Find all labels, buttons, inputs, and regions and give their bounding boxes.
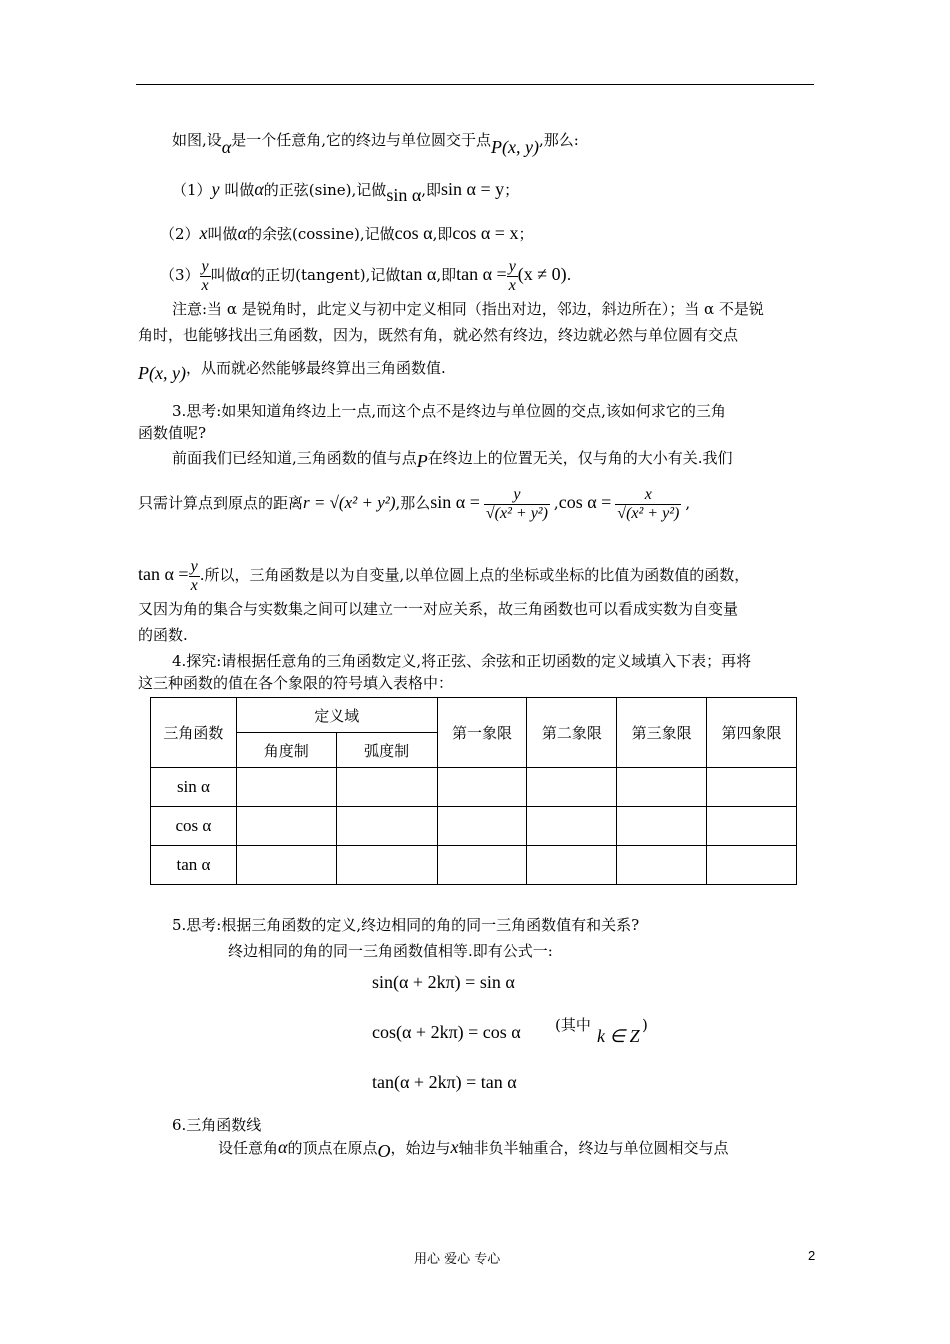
s3-tan-lhs: tan α = <box>138 564 189 584</box>
cell-cos-q3[interactable] <box>617 807 707 846</box>
cell-tan-q3[interactable] <box>617 846 707 885</box>
s3-sin-lhs: sin α = <box>430 492 480 512</box>
intro-text-b: 是一个任意角,它的终边与单位圆交于点 <box>231 131 492 149</box>
note-line3 <box>138 356 446 383</box>
def-tan-symbol: tan α <box>400 264 437 284</box>
intro-line <box>172 128 579 157</box>
s3-cos-lhs: cos α = <box>558 492 612 512</box>
def-tan-den: x <box>201 276 209 294</box>
s3-answer-line3 <box>138 552 749 597</box>
s3-cos-num: x <box>615 486 681 505</box>
s3-end-comma: , <box>685 494 691 512</box>
point-p: P(x, y) <box>491 137 539 157</box>
th-radian: 弧度制 <box>336 733 437 768</box>
cell-tan-q1[interactable] <box>437 846 527 885</box>
s3-point-p: P <box>416 451 428 471</box>
def-tan-formula-den: x <box>508 276 516 294</box>
intro-text-c: ,那么: <box>538 131 579 149</box>
cell-sin-radian[interactable] <box>336 768 437 807</box>
cell-cos-q4[interactable] <box>707 807 797 846</box>
def-cos-var: x <box>199 223 208 243</box>
s3-answer-text-a: 前面我们已经知道,三角函数的值与点 <box>172 449 417 467</box>
s3-answer-line1 <box>172 446 733 469</box>
def-cos-text-b: 的余弦(cossine),记做 <box>247 225 395 243</box>
header-rule <box>136 84 814 85</box>
note-point: P(x, y) <box>138 363 186 383</box>
row-sin: sin α <box>151 768 237 807</box>
s3-answer-text-c: 只需计算点到原点的距离 <box>138 494 304 512</box>
th-degree: 角度制 <box>236 733 336 768</box>
def-sine-end: ； <box>504 181 520 199</box>
s3-cos-fraction <box>615 486 681 523</box>
def-tan-formula-cond: (x ≠ 0) <box>517 264 567 284</box>
formula-1-tan: tan(α + 2kπ) = tan α <box>372 1072 517 1092</box>
s5-question: 5.思考:根据三角函数的定义,终边相同的角的同一三角函数值有和关系? <box>172 916 640 934</box>
cell-sin-q2[interactable] <box>527 768 617 807</box>
def-sine-text-a: 叫做 <box>224 181 255 199</box>
def-tan <box>160 256 571 295</box>
th-q3: 第三象限 <box>617 698 707 768</box>
s3-question-line2: 函数值呢? <box>138 424 207 442</box>
cell-sin-degree[interactable] <box>236 768 336 807</box>
s3-tan-den: x <box>190 576 198 594</box>
s3-answer-text-d: ,那么 <box>395 494 431 512</box>
def-tan-formula-fraction <box>507 258 518 295</box>
s3-tan-num: y <box>190 557 198 575</box>
th-q1: 第一象限 <box>437 698 527 768</box>
cell-sin-q4[interactable] <box>707 768 797 807</box>
trig-sign-table <box>150 697 797 885</box>
def-tan-text-c: ,即 <box>436 266 457 284</box>
cell-sin-q3[interactable] <box>617 768 707 807</box>
def-tan-prefix: （3） <box>160 266 200 284</box>
def-cos-text-a: 叫做 <box>207 225 238 243</box>
def-cos-alpha: α <box>237 223 248 243</box>
th-q2: 第二象限 <box>527 698 617 768</box>
cell-tan-q4[interactable] <box>707 846 797 885</box>
def-tan-text-a: 叫做 <box>210 266 241 284</box>
alpha-symbol: α <box>221 137 232 157</box>
def-cos-symbol: cos α <box>394 223 433 243</box>
s6-x: x <box>450 1137 459 1157</box>
s3-tan-fraction <box>189 558 200 595</box>
s6-alpha: α <box>278 1137 288 1157</box>
def-sine-prefix: （1） <box>172 181 212 199</box>
def-tan-text-b: 的正切(tangent),记做 <box>250 266 401 284</box>
def-cos-end: ； <box>518 225 534 243</box>
s6-text-a: 设任意角 <box>218 1139 279 1157</box>
def-tan-num: y <box>201 257 209 275</box>
s4-line1: 4.探究:请根据任意角的三角函数定义,将正弦、余弦和正切函数的定义域填入下表；再将 <box>172 652 752 670</box>
cell-cos-radian[interactable] <box>336 807 437 846</box>
def-cos-formula: cos α = x <box>452 223 519 243</box>
formula-1-cos: cos(α + 2kπ) = cos α <box>372 1022 521 1042</box>
s3-r-formula: r = √(x² + y²) <box>303 493 396 512</box>
formula-1-sin: sin(α + 2kπ) = sin α <box>372 972 515 992</box>
note-line3-text: ，从而就必然能够最终算出三角函数值. <box>185 359 446 377</box>
s3-answer-line5: 的函数. <box>138 626 188 644</box>
s3-question-line1: 3.思考:如果知道角终边上一点,而这个点不是终边与单位圆的交点,该如何求它的三角 <box>172 402 726 420</box>
s3-answer-text-b: 在终边上的位置无关，仅与角的大小有关.我们 <box>427 449 733 467</box>
def-tan-formula-num: y <box>508 257 516 275</box>
cell-tan-radian[interactable] <box>336 846 437 885</box>
footer-motto: 用心 爱心 专心 <box>414 1252 501 1267</box>
row-cos: cos α <box>151 807 237 846</box>
note-line2: 角时，也能够找出三角函数，因为，既然有角，就必然有终边，终边就必然与单位圆有交点 <box>138 326 739 344</box>
def-sine-alpha: α <box>254 179 264 199</box>
def-sine-symbol: sin α <box>386 185 422 205</box>
s6-text-d: 轴非负半轴重合，终边与单位圆相交与点 <box>458 1139 729 1157</box>
s3-cos-den: √(x² + y²) <box>617 504 680 522</box>
def-tan-alpha: α <box>240 264 251 284</box>
def-tan-fraction <box>200 258 211 295</box>
s3-answer-line4: 又因为角的集合与实数集之间可以建立一一对应关系，故三角函数也可以看成实数为自变量 <box>138 600 739 618</box>
def-sine-text-b: 的正弦(sine),记做 <box>263 181 387 199</box>
cell-sin-q1[interactable] <box>437 768 527 807</box>
def-cos-prefix: （2） <box>160 225 200 243</box>
formula-cond-k: k ∈ Z <box>597 1026 640 1046</box>
formula-cond-open: (其中 <box>555 1016 591 1034</box>
def-sine-var: y <box>211 179 220 199</box>
intro-text-a: 如图,设 <box>172 131 222 149</box>
s3-answer-text-e: .所以，三角函数是以为自变量,以单位圆上点的坐标或坐标的比值为函数值的函数， <box>199 566 750 584</box>
def-sine-text-c: ,即 <box>421 181 442 199</box>
th-function: 三角函数 <box>151 698 237 768</box>
s3-answer-line2 <box>138 480 690 525</box>
s4-line2: 这三种函数的值在各个象限的符号填入表格中： <box>138 674 454 692</box>
def-tan-end: . <box>566 266 572 284</box>
def-tan-formula-lhs: tan α = <box>456 264 507 284</box>
s6-text-c: ，始边与 <box>390 1139 451 1157</box>
s3-sin-den: √(x² + y²) <box>485 504 548 522</box>
cell-cos-q2[interactable] <box>527 807 617 846</box>
note-line1: 注意:当 α 是锐角时，此定义与初中定义相同（指出对边，邻边，斜边所在）；当 α 不是锐 <box>172 300 764 318</box>
def-cos-text-c: ,即 <box>432 225 453 243</box>
s3-sep: , <box>553 494 559 512</box>
def-sine-formula: sin α = y <box>441 179 505 199</box>
s3-sin-fraction <box>484 486 550 523</box>
s3-sin-num: y <box>484 486 550 505</box>
s5-answer: 终边相同的角的同一三角函数值相等.即有公式一: <box>228 942 553 960</box>
def-sine <box>172 178 520 205</box>
def-cos <box>160 222 533 245</box>
page-number: 2 <box>808 1248 816 1263</box>
th-q4: 第四象限 <box>707 698 797 768</box>
cell-cos-degree[interactable] <box>236 807 336 846</box>
cell-tan-q2[interactable] <box>527 846 617 885</box>
s6-origin: O <box>377 1141 391 1161</box>
cell-cos-q1[interactable] <box>437 807 527 846</box>
formula-cond-close: ) <box>642 1016 648 1034</box>
th-domain: 定义域 <box>236 698 437 733</box>
s6-text-b: 的顶点在原点 <box>287 1139 378 1157</box>
row-tan: tan α <box>151 846 237 885</box>
s6-title: 6.三角函数线 <box>172 1116 262 1134</box>
s6-line1 <box>218 1136 729 1159</box>
cell-tan-degree[interactable] <box>236 846 336 885</box>
